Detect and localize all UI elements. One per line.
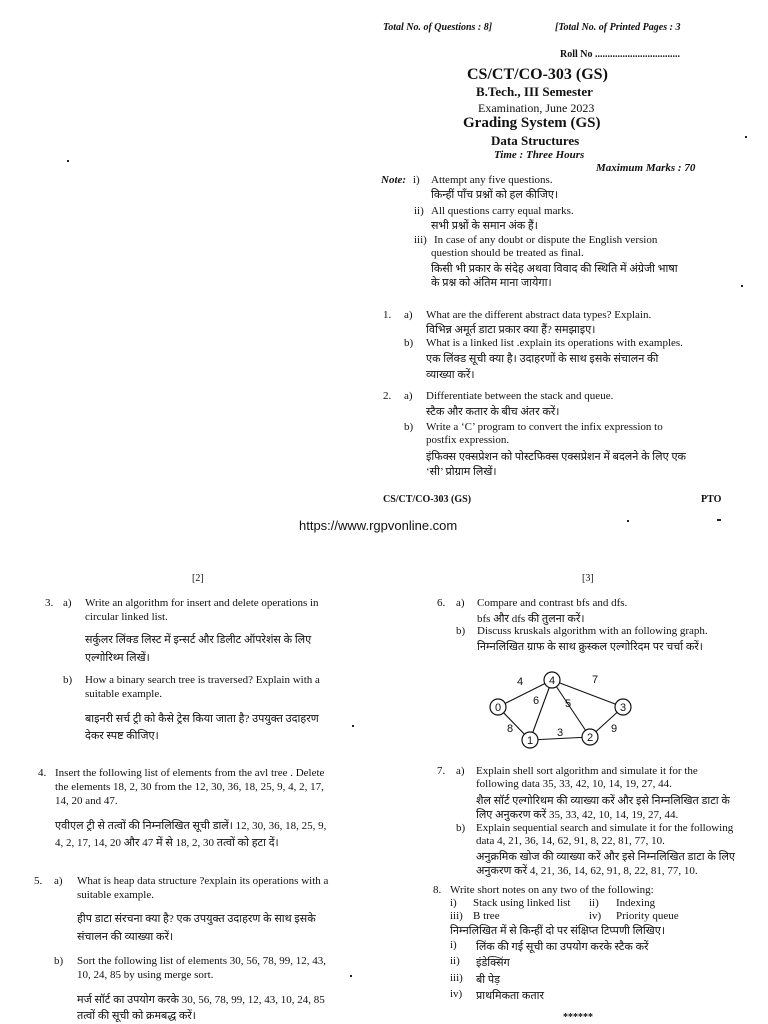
note-item: बी पेड़ — [476, 974, 501, 986]
scan-speck — [741, 285, 743, 287]
question-line: शैल सॉर्ट एल्गोरिथम की व्याख्या करें और इसे निम्नलिखित डाटा के — [476, 795, 730, 807]
note-item: Indexing — [616, 897, 656, 909]
note-item: लिंक की गई सूची का उपयोग करके स्टैक करें — [476, 941, 649, 953]
question-line: विभिन्न अमूर्त डाटा प्रकार क्या हैं? समझाइए। — [426, 324, 596, 336]
node-label: 2 — [586, 732, 594, 744]
scan-speck — [67, 160, 69, 162]
question-line: Write short notes on any two of the following: — [450, 884, 654, 896]
question-line: bfs और dfs की तुलना करें। — [477, 613, 585, 625]
sub-label: b) — [456, 822, 466, 834]
question-number: 2. — [383, 390, 392, 402]
scan-speck — [717, 519, 721, 521]
sub-label: b) — [63, 674, 73, 686]
note-item-number: iii) — [450, 910, 463, 922]
time: Time : Three Hours — [494, 149, 585, 161]
question-line: एल्गोरिथ्म लिखें। — [85, 652, 150, 664]
note-number: ii) — [414, 205, 424, 217]
node-label: 3 — [619, 702, 627, 714]
grading-system: Grading System (GS) — [463, 115, 601, 131]
question-line: 4, 2, 17, 14, 20 और 47 में से 18, 2, 30 तत्वों को हटा दें। — [55, 837, 279, 849]
sub-label: a) — [404, 390, 413, 402]
note-item-number: i) — [450, 939, 457, 951]
question-number: 3. — [45, 597, 54, 609]
question-line: निम्नलिखित में से किन्हीं दो पर संक्षिप्त टिप्पणी लिखिए। — [450, 925, 665, 937]
question-line: circular linked list. — [85, 611, 168, 623]
question-line: Compare and contrast bfs and dfs. — [477, 597, 628, 609]
edge-weight: 3 — [556, 727, 564, 739]
note-item-number: ii) — [589, 897, 599, 909]
edge-weight: 5 — [564, 698, 572, 710]
question-line: How a binary search tree is traversed? Explain with a — [85, 674, 320, 686]
sub-label: b) — [404, 421, 414, 433]
note-line: किसी भी प्रकार के संदेह अथवा विवाद की स्थिति में अंग्रेजी भाषा — [431, 263, 678, 275]
question-line: हीप डाटा संरचना क्या है? एक उपयुक्त उदाहरण के साथ इसके — [77, 913, 316, 925]
node-label: 0 — [494, 702, 502, 714]
question-line: इंफिक्स एक्सप्रेशन को पोस्टफिक्स एक्सप्रेशन में बदलने के लिए एक — [426, 451, 686, 463]
question-line: संचालन की व्याख्या करें। — [77, 931, 174, 943]
question-line: Differentiate between the stack and queue. — [426, 390, 614, 402]
question-line: तत्वों की सूची को क्रमबद्ध करें। — [77, 1010, 196, 1022]
sub-label: a) — [63, 597, 72, 609]
exam-session: Examination, June 2023 — [478, 101, 595, 115]
note-line: question should be treated as final. — [431, 247, 584, 259]
note-item: इंडेक्सिंग — [476, 957, 510, 969]
paper-code: CS/CT/CO-303 (GS) — [467, 66, 608, 83]
scan-speck — [350, 975, 352, 977]
scan-speck — [745, 136, 747, 138]
question-line: Explain shell sort algorithm and simulate it for the — [476, 765, 698, 777]
edge-weight: 4 — [516, 676, 524, 688]
edge-weight: 7 — [591, 674, 599, 686]
note-line: Attempt any five questions. — [431, 174, 553, 186]
node-label: 4 — [548, 675, 556, 687]
note-item: B tree — [473, 910, 500, 922]
note-item-number: iv) — [589, 910, 602, 922]
question-line: data 4, 21, 36, 14, 62, 91, 8, 22, 81, 77, 10. — [476, 835, 665, 847]
question-line: सर्कुलर लिंक्ड लिस्ट में इन्सर्ट और डिलीट ऑपरेशंस के लिए — [85, 634, 312, 646]
question-line: suitable example. — [77, 889, 154, 901]
question-number: 5. — [34, 875, 43, 887]
note-item: Stack using linked list — [473, 897, 571, 909]
scan-speck — [352, 725, 354, 727]
question-line: the elements 18, 2, 30 from the 12, 30, 36, 18, 25, 9, 4, 2, 17, — [55, 781, 324, 793]
total-pages: [Total No. of Printed Pages : 3 — [555, 22, 681, 33]
sub-label: a) — [54, 875, 63, 887]
note-line: सभी प्रश्नों के समान अंक हैं। — [431, 220, 538, 232]
sub-label: a) — [404, 309, 413, 321]
question-line: अनुक्रमिक खोज की व्याख्या करें और इसे निम्नलिखित डाटा के लिए — [476, 851, 735, 863]
question-line: स्टैक और कतार के बीच अंतर करें। — [426, 406, 560, 418]
note-line: All questions carry equal marks. — [431, 205, 574, 217]
question-line: व्याख्या करें। — [426, 369, 475, 381]
sub-label: a) — [456, 765, 465, 777]
question-line: What is heap data structure ?explain its operations with a — [77, 875, 329, 887]
edge-weight: 6 — [532, 695, 540, 707]
question-line: Write an algorithm for insert and delete operations in — [85, 597, 319, 609]
note-item: प्राथमिकता कतार — [476, 990, 544, 1002]
question-line: What are the different abstract data types? Explain. — [426, 309, 652, 321]
question-line: Insert the following list of elements from the avl tree . Delete — [55, 767, 325, 779]
end-marker: ****** — [563, 1012, 593, 1023]
question-line: बाइनरी सर्च ट्री को कैसे ट्रेस किया जाता है? उपयुक्त उदाहरण — [85, 713, 319, 725]
sub-label: a) — [456, 597, 465, 609]
question-line: Sort the following list of elements 30, 56, 78, 99, 12, 43, — [77, 955, 327, 967]
max-marks: Maximum Marks : 70 — [596, 162, 696, 174]
sub-label: b) — [404, 337, 414, 349]
note-item-number: iv) — [450, 988, 463, 1000]
note-item-number: i) — [450, 897, 457, 909]
page-number: [3] — [582, 573, 594, 584]
question-line: एक लिंक्ड सूची क्या है। उदाहरणों के साथ इसके संचालन की — [426, 353, 659, 365]
question-line: Explain sequential search and simulate it for the following — [476, 822, 734, 834]
question-line: Write a ‘C’ program to convert the infix expression to — [426, 421, 663, 433]
question-line: following data 35, 33, 42, 10, 14, 19, 27, 44. — [476, 778, 672, 790]
edge-weight: 8 — [506, 723, 514, 735]
kruskal-graph — [480, 665, 640, 755]
question-line: 14, 20 and 47. — [55, 795, 118, 807]
pto-label: PTO — [701, 494, 722, 505]
question-line: suitable example. — [85, 688, 162, 700]
sub-label: b) — [54, 955, 64, 967]
sub-label: b) — [456, 625, 466, 637]
roll-no: Roll No .................................. — [560, 49, 680, 60]
question-line: मर्ज सॉर्ट का उपयोग करके 30, 56, 78, 99, 12, 43, 10, 24, 85 — [77, 994, 325, 1006]
question-line: अनुकरण करें 4, 21, 36, 14, 62, 91, 8, 22, 81, 77, 10. — [476, 865, 698, 877]
total-questions: Total No. of Questions : 8] — [383, 22, 493, 33]
note-item-number: iii) — [450, 972, 463, 984]
edge-weight: 9 — [610, 723, 618, 735]
semester: B.Tech., III Semester — [476, 84, 593, 99]
question-line: एवीएल ट्री से तत्वों की निम्नलिखित सूची डालें। 12, 30, 36, 18, 25, 9, — [55, 820, 327, 832]
question-number: 7. — [437, 765, 446, 777]
question-line: What is a linked list .explain its operations with examples. — [426, 337, 683, 349]
subject: Data Structures — [491, 133, 580, 148]
website-url: https://www.rgpvonline.com — [299, 518, 458, 533]
page-number: [2] — [192, 573, 204, 584]
question-number: 8. — [433, 884, 442, 896]
note-item-number: ii) — [450, 955, 460, 967]
note-label: Note: — [381, 174, 407, 186]
note-item: Priority queue — [616, 910, 679, 922]
question-line: ‘सी’ प्रोग्राम लिखें। — [426, 466, 497, 478]
note-number: iii) — [414, 234, 427, 246]
note-number: i) — [413, 174, 420, 186]
node-label: 1 — [526, 735, 534, 747]
question-line: 10, 24, 85 by using merge sort. — [77, 969, 214, 981]
question-line: postfix expression. — [426, 434, 510, 446]
question-line: लिए अनुकरण करें 35, 33, 42, 10, 14, 19, 27, 44. — [476, 809, 679, 821]
question-line: देकर स्पष्ट कीजिए। — [85, 730, 159, 742]
question-number: 4. — [38, 767, 47, 779]
question-number: 1. — [383, 309, 392, 321]
question-line: Discuss kruskals algorithm with an following graph. — [477, 625, 708, 637]
footer-code: CS/CT/CO-303 (GS) — [383, 494, 472, 505]
note-line: In case of any doubt or dispute the English version — [434, 234, 658, 246]
note-line: के प्रश्न को अंतिम माना जायेगा। — [431, 277, 552, 289]
graph-edge — [552, 680, 623, 707]
question-line: निम्नलिखित ग्राफ के साथ क्रुस्कल एल्गोरिदम पर चर्चा करें। — [477, 641, 703, 653]
scan-speck — [627, 520, 629, 522]
question-number: 6. — [437, 597, 446, 609]
note-line: किन्हीं पाँच प्रश्नों को हल कीजिए। — [431, 189, 559, 201]
